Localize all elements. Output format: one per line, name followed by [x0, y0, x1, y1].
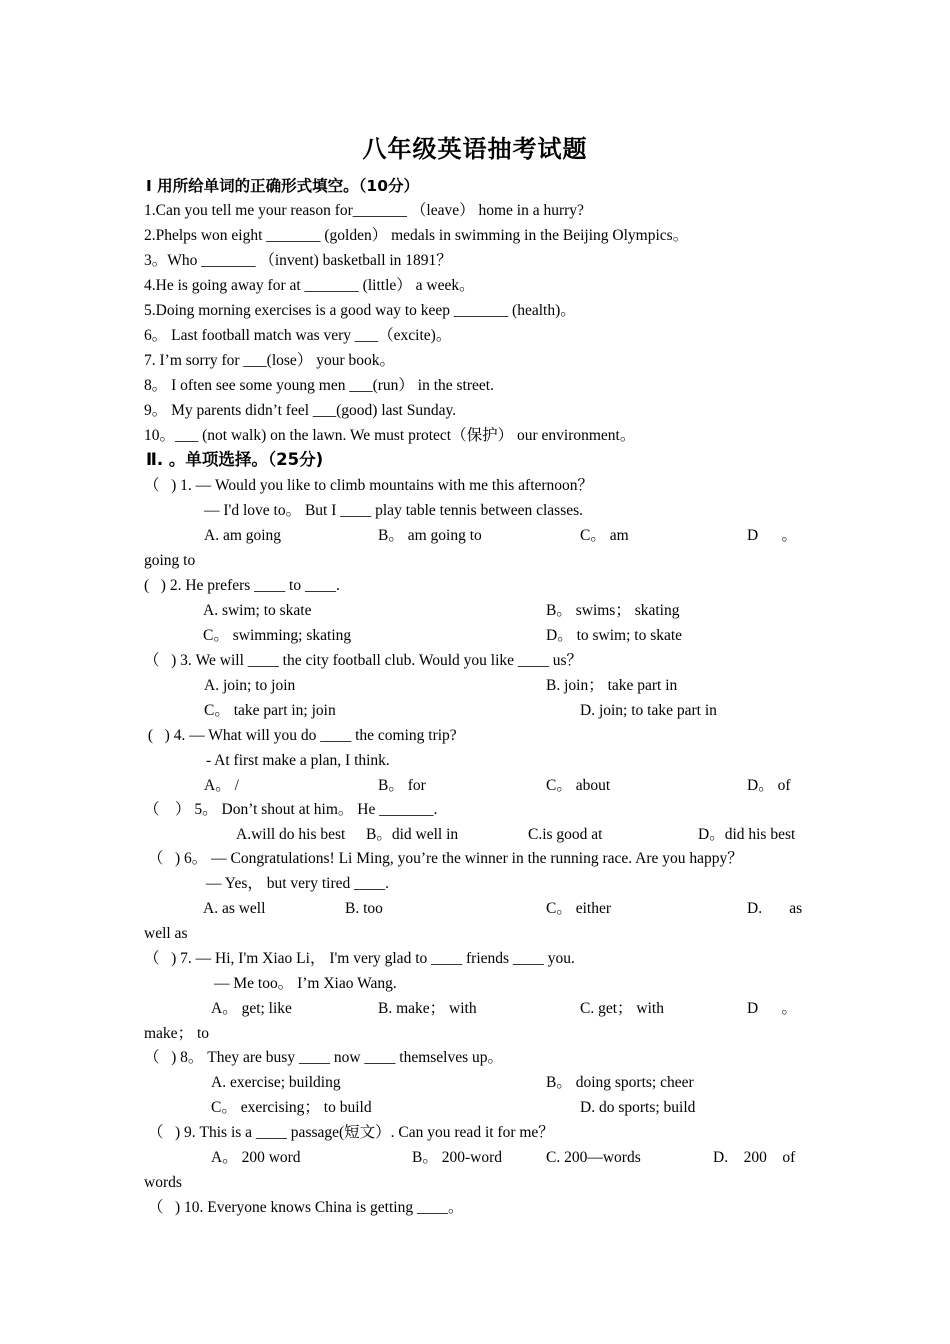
q6-option-d-wrap: well as: [144, 925, 188, 942]
q2-option-a: A. swim; to skate: [203, 602, 312, 619]
q1-option-d-wrap: going to: [144, 552, 196, 569]
q4-stem: ( ) 4. — What will you do ____ the coming trip?: [144, 727, 457, 744]
q3-stem: （ ) 3. We will ____ the city football club. Would you like ____ us？: [144, 652, 583, 669]
q7-line2: — Me too。 I’m Xiao Wang.: [214, 975, 397, 992]
q4-line2: - At first make a plan, I think.: [206, 752, 390, 769]
fill-item-6: 6。 Last football match was very ___（excite)。: [144, 327, 452, 344]
q3-option-a: A. join; to join: [204, 677, 296, 694]
fill-item-9: 9。 My parents didn’t feel ___(good) last Sunday.: [144, 402, 457, 419]
q8-option-a: A. exercise; building: [211, 1074, 341, 1091]
section-1-heading: Ⅰ 用所给单词的正确形式填空。（10分）: [146, 177, 419, 195]
fill-item-4: 4.He is going away for at _______ (little） a week。: [144, 277, 475, 294]
q8-option-b: B。 doing sports; cheer: [546, 1074, 694, 1091]
q6-line2: — Yes， but very tired ____.: [206, 875, 389, 892]
q2-option-c: C。 swimming; skating: [203, 627, 352, 644]
fill-item-7: 7. I’m sorry for ___(lose） your book。: [144, 352, 395, 369]
q1-line2: — I'd love to。 But I ____ play table tennis between classes.: [204, 502, 584, 519]
fill-item-3: 3。Who _______ （invent) basketball in 1891？: [144, 252, 452, 269]
q7-option-d: D 。: [747, 1000, 797, 1017]
q5-stem: （ ） 5。 Don’t shout at him。 He _______.: [144, 801, 438, 818]
q1-option-c: C。 am: [580, 527, 629, 544]
q6-option-b: B. too: [345, 900, 383, 917]
q2-option-b: B。 swims； skating: [546, 602, 680, 619]
q6-option-d: D. as: [747, 900, 803, 917]
q9-option-c: C. 200—words: [546, 1149, 641, 1166]
q1-option-b: B。 am going to: [378, 527, 482, 544]
q7-option-b: B. make； with: [378, 1000, 477, 1017]
fill-item-8: 8。 I often see some young men ___(run） in the street.: [144, 377, 494, 394]
q10-stem: （ ) 10. Everyone knows China is getting ____。: [144, 1199, 464, 1216]
q6-stem: （ ) 6。 — Congratulations! Li Ming, you’re the winner in the running race. Are you happy？: [144, 850, 743, 867]
section-2-heading: Ⅱ. 。单项选择。（25分): [146, 450, 324, 469]
q9-option-d-wrap: words: [144, 1174, 182, 1191]
fill-item-2: 2.Phelps won eight _______ (golden） medals in swimming in the Beijing Olympics。: [144, 227, 689, 244]
q4-option-a: A。 /: [204, 777, 239, 794]
q7-option-c: C. get； with: [580, 1000, 664, 1017]
fill-item-5: 5.Doing morning exercises is a good way to keep _______ (health)。: [144, 302, 576, 319]
q8-option-d: D. do sports; build: [580, 1099, 696, 1116]
q5-option-b: B。did well in: [366, 826, 459, 843]
q9-stem: （ ) 9. This is a ____ passage(短文）. Can you read it for me？: [144, 1124, 554, 1141]
fill-item-10: 10。___ (not walk) on the lawn. We must protect（保护） our environment。: [144, 427, 636, 444]
q8-option-c: C。 exercising； to build: [211, 1099, 372, 1116]
q1-stem: （ ) 1. — Would you like to climb mountains with me this afternoon？: [144, 477, 594, 494]
fill-item-1: 1.Can you tell me your reason for_______ （leave） home in a hurry?: [144, 202, 584, 219]
q7-stem: （ ) 7. — Hi, I'm Xiao Li， I'm very glad to ____ friends ____ you.: [144, 950, 575, 967]
q8-stem: （ ) 8。 They are busy ____ now ____ themselves up。: [144, 1049, 504, 1066]
q1-option-a: A. am going: [204, 527, 282, 544]
q5-option-c: C.is good at: [528, 826, 603, 843]
q3-option-b: B. join； take part in: [546, 677, 678, 694]
q7-option-a: A。 get; like: [211, 1000, 292, 1017]
q9-option-a: A。 200 word: [211, 1149, 301, 1166]
q5-option-a: A.will do his best: [236, 826, 346, 843]
q6-option-c: C。 either: [546, 900, 611, 917]
q2-option-d: D。 to swim; to skate: [546, 627, 683, 644]
page-title: 八年级英语抽考试题: [362, 135, 588, 163]
q3-option-c: C。 take part in; join: [204, 702, 336, 719]
q4-option-c: C。 about: [546, 777, 611, 794]
q1-option-d: D 。: [747, 527, 797, 544]
q9-option-d: D. 200 of: [713, 1149, 796, 1166]
q4-option-b: B。 for: [378, 777, 426, 794]
q3-option-d: D. join; to take part in: [580, 702, 717, 719]
q2-stem: ( ) 2. He prefers ____ to ____.: [144, 577, 340, 594]
q5-option-d: D。did his best: [698, 826, 796, 843]
q6-option-a: A. as well: [203, 900, 266, 917]
q9-option-b: B。 200-word: [412, 1149, 502, 1166]
q7-option-d-wrap: make； to: [144, 1025, 209, 1042]
q4-option-d: D。 of: [747, 777, 791, 794]
